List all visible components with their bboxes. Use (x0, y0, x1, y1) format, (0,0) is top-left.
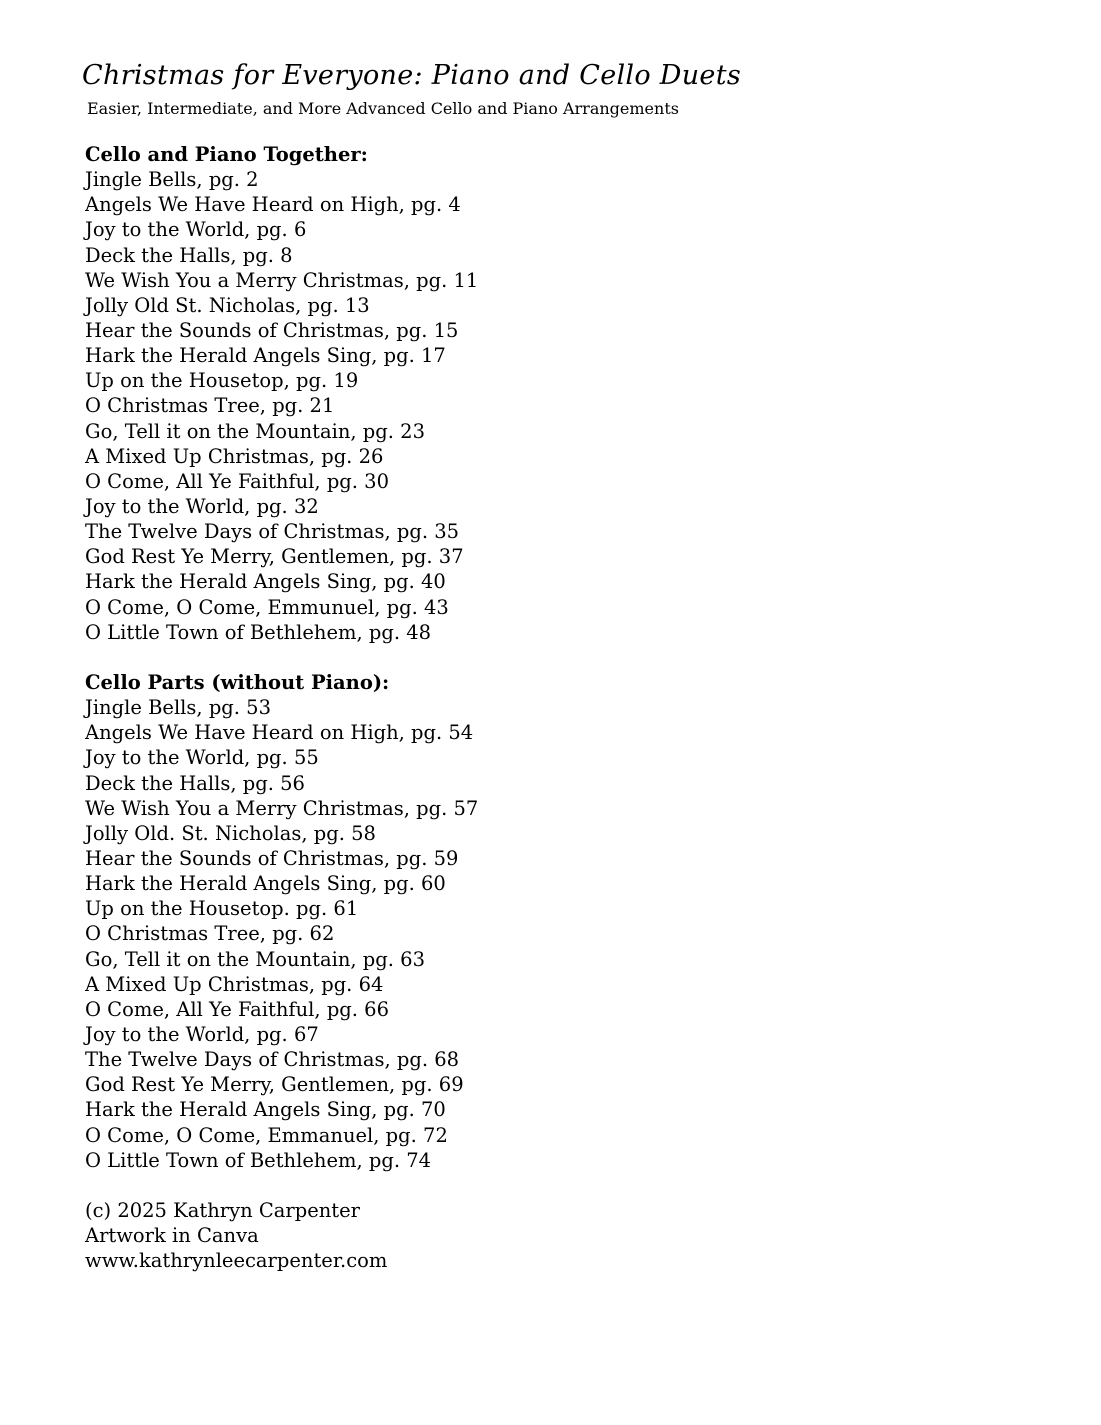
section-spacer (85, 1173, 478, 1198)
section-heading: Cello Parts (without Piano): (85, 670, 390, 694)
contents-entry: The Twelve Days of Christmas, pg. 35 (85, 520, 460, 544)
contents-entry: God Rest Ye Merry, Gentlemen, pg. 69 (85, 1073, 464, 1097)
contents-entry: God Rest Ye Merry, Gentlemen, pg. 37 (85, 545, 464, 569)
artwork-credit: Artwork in Canva (85, 1224, 259, 1248)
contents-entry: Jingle Bells, pg. 2 (85, 168, 259, 192)
contents-entry: Hark the Herald Angels Sing, pg. 70 (85, 1098, 446, 1122)
contents-entry: Angels We Have Heard on High, pg. 54 (85, 721, 474, 745)
contents-entry: Jolly Old. St. Nicholas, pg. 58 (85, 821, 376, 845)
contents-entry: Joy to the World, pg. 6 (85, 218, 307, 242)
contents-entry: O Christmas Tree, pg. 62 (85, 922, 335, 946)
contents-entry: We Wish You a Merry Christmas, pg. 11 (85, 268, 479, 292)
contents-entry: Hear the Sounds of Christmas, pg. 59 (85, 846, 459, 870)
contents-entry: Angels We Have Heard on High, pg. 4 (85, 193, 461, 217)
contents-entry: A Mixed Up Christmas, pg. 26 (85, 444, 384, 468)
section-cello-parts (85, 670, 478, 1173)
contents-entry: Go, Tell it on the Mountain, pg. 23 (85, 419, 425, 443)
contents-entry: The Twelve Days of Christmas, pg. 68 (85, 1048, 460, 1072)
website-url: www.kathrynleecarpenter.com (85, 1249, 388, 1273)
document-title: Christmas for Everyone: Piano and Cello Duets (82, 60, 742, 91)
contents-entry: O Christmas Tree, pg. 21 (85, 394, 335, 418)
section-heading: Cello and Piano Together: (85, 143, 368, 166)
contents-entry: Jolly Old St. Nicholas, pg. 13 (85, 293, 370, 317)
contents-entry: Deck the Halls, pg. 56 (85, 771, 305, 795)
contents-entry: O Come, All Ye Faithful, pg. 30 (85, 469, 389, 493)
contents-entry: Hark the Herald Angels Sing, pg. 60 (85, 872, 446, 896)
contents-entry: Joy to the World, pg. 67 (85, 1022, 319, 1046)
section-spacer (85, 645, 478, 670)
contents-entry: Hear the Sounds of Christmas, pg. 15 (85, 319, 459, 342)
contents-entry: Deck the Halls, pg. 8 (85, 243, 293, 267)
contents-entry: O Little Town of Bethlehem, pg. 74 (85, 1148, 432, 1172)
contents-entry: Go, Tell it on the Mountain, pg. 63 (85, 947, 425, 971)
contents-entry: Hark the Herald Angels Sing, pg. 17 (85, 344, 446, 368)
copyright-notice: (c) 2025 Kathryn Carpenter (85, 1198, 360, 1222)
contents-entry: Jingle Bells, pg. 53 (85, 696, 271, 720)
contents-entry: Up on the Housetop, pg. 19 (85, 369, 359, 393)
footer (85, 1198, 478, 1273)
document-subtitle: Easier, Intermediate, and More Advanced Cello and Piano Arrangements (87, 99, 679, 118)
contents-entry: Joy to the World, pg. 32 (85, 494, 319, 518)
contents-entry: O Come, O Come, Emmanuel, pg. 72 (85, 1123, 448, 1147)
contents-entry: Hark the Herald Angels Sing, pg. 40 (85, 570, 446, 594)
contents-entry: We Wish You a Merry Christmas, pg. 57 (85, 796, 479, 820)
contents-entry: O Little Town of Bethlehem, pg. 48 (85, 620, 432, 644)
contents-entry: Joy to the World, pg. 55 (85, 746, 319, 770)
contents-entry: A Mixed Up Christmas, pg. 64 (85, 972, 384, 996)
contents-body (85, 142, 478, 1273)
contents-list (85, 695, 478, 1173)
section-cello-and-piano (85, 142, 478, 645)
contents-entry: Up on the Housetop. pg. 61 (85, 897, 359, 921)
contents-list (85, 167, 478, 645)
contents-entry: O Come, All Ye Faithful, pg. 66 (85, 997, 389, 1021)
contents-entry: O Come, O Come, Emmunuel, pg. 43 (85, 595, 449, 619)
